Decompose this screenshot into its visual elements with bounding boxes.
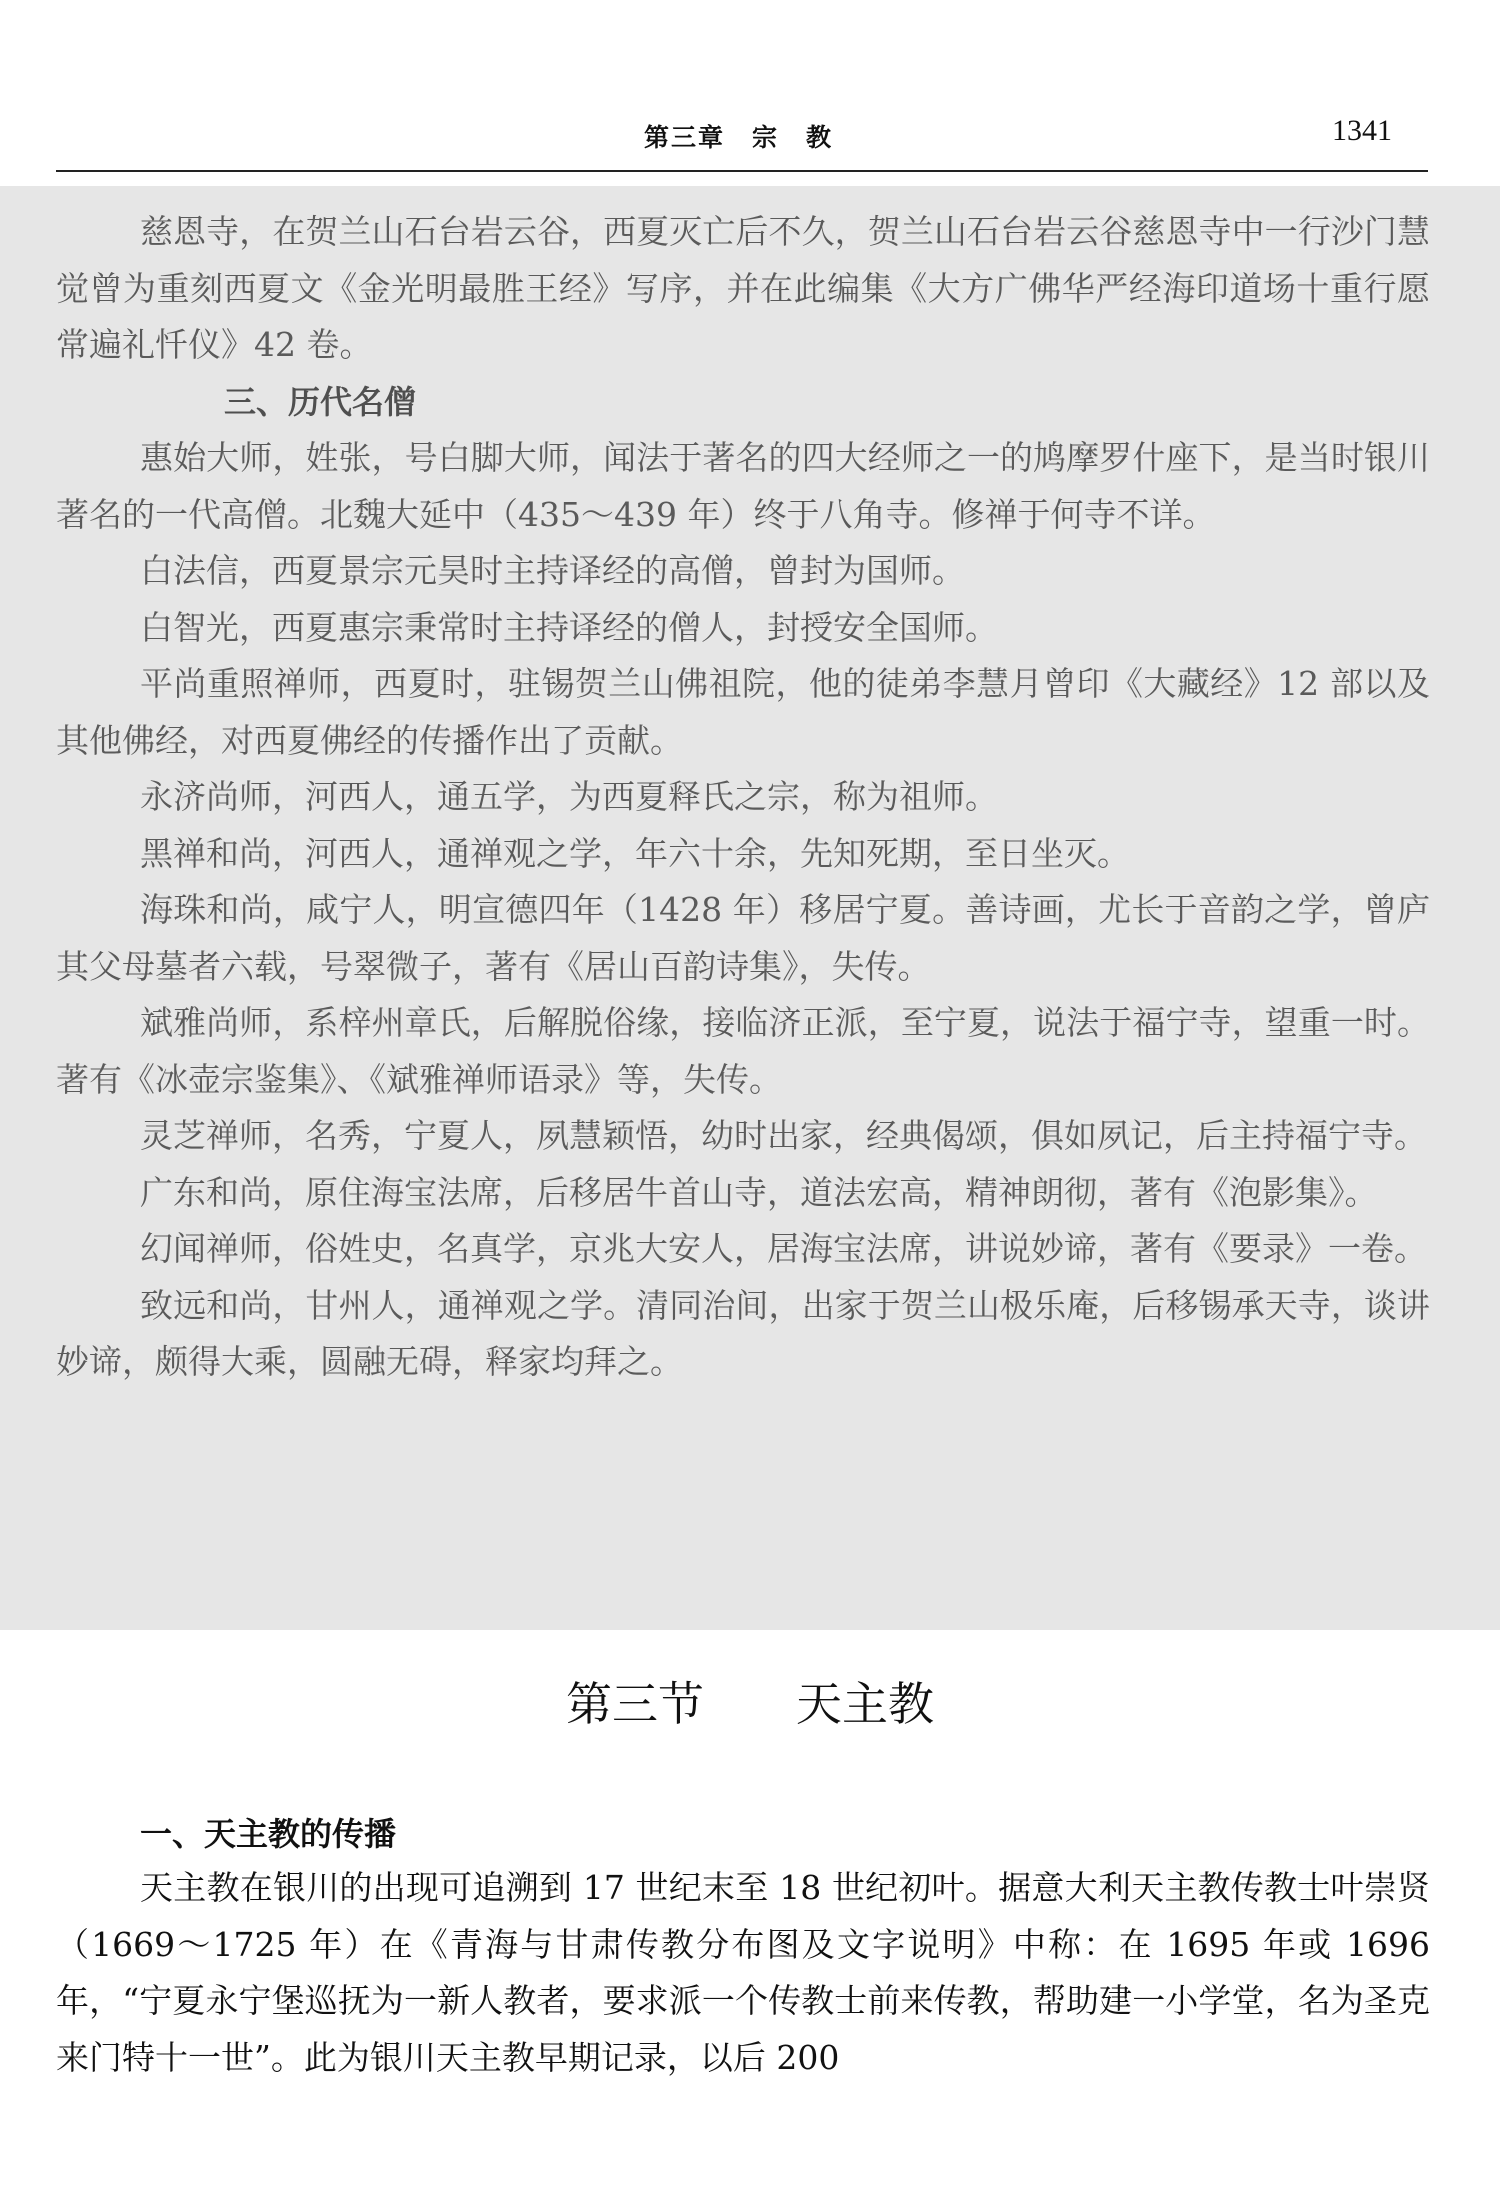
paragraph-monk: 幻闻禅师，俗姓史，名真学，京兆大安人，居海宝法席，讲说妙谛，著有《要录》一卷。: [140, 1229, 1427, 1268]
section-title: 第三节 天主教: [566, 1677, 934, 1731]
paragraph-monk: 平尚重照禅师，西夏时，驻锡贺兰山佛祖院，他的徒弟李慧月曾印《大藏经》12 部以及其他佛经，对西夏佛经的传播作出了贡献。: [56, 664, 1430, 760]
paragraph-monk: 黑禅和尚，河西人，通禅观之学，年六十余，先知死期，至日坐灭。: [140, 833, 1130, 873]
page-number: 1341: [1332, 114, 1392, 147]
paragraph-cien-temple: 慈恩寺，在贺兰山石台岩云谷，西夏灭亡后不久，贺兰山石台岩云谷慈恩寺中一行沙门慧觉曾为重刻西夏文《金光明最胜王经》写序，并在此编集《大方广佛华严经海印道场十重行愿常遍礼忏仪》42 卷。: [56, 212, 1430, 364]
paragraph-catholic-history: 天主教在银川的出现可追溯到 17 世纪末至 18 世纪初叶。据意大利天主教传教士叶崇贤（1669～1725 年）在《青海与甘肃传教分布图及文字说明》中称：在 1695 年或 1696 年，“宁夏永宁堡巡抚为一新人教者，要求派一个传教士前来传教，帮助建一小学堂，名为圣克来门特十一世”。此为银川天主教早期记录，以后 200: [56, 1868, 1430, 2077]
paragraph-monk: 白智光，西夏惠宗秉常时主持译经的僧人，封授安全国师。: [140, 607, 998, 647]
paragraph-monk: 永济尚师，河西人，通五学，为西夏释氏之宗，称为祖师。: [140, 777, 998, 816]
paragraph-monk: 致远和尚，甘州人，通禅观之学。清同治间，出家于贺兰山极乐庵，后移锡承天寺，谈讲妙谛，颇得大乘，圆融无碍，释家均拜之。: [56, 1285, 1430, 1381]
paragraph-monk: 惠始大师，姓张，号白脚大师，闻法于著名的四大经师之一的鸠摩罗什座下，是当时银川著名的一代高僧。北魏大延中（435～439 年）终于八角寺。修禅于何寺不详。: [56, 438, 1430, 534]
header-rule: [56, 170, 1428, 172]
body-text: [56, 1860, 1430, 2086]
subsection-heading-famous-monks: 三、历代名僧: [224, 382, 417, 421]
paragraph-monk: 广东和尚，原住海宝法席，后移居牛首山寺，道法宏高，精神朗彻，著有《泡影集》。: [140, 1172, 1378, 1212]
shaded-excerpt-text: [56, 204, 1430, 1391]
section-body: [56, 1808, 1430, 2086]
running-header-title: 第三章 宗 教: [644, 123, 834, 152]
shaded-excerpt-block: [0, 186, 1500, 1630]
paragraph-monk: 斌雅尚师，系梓州章氏，后解脱俗缘，接临济正派，至宁夏，说法于福宁寺，望重一时。著有《冰壶宗鉴集》、《斌雅禅师语录》等，失传。: [56, 1003, 1430, 1099]
paragraph-monk: 白法信，西夏景宗元昊时主持译经的高僧，曾封为国师。: [140, 551, 965, 590]
page-header: [56, 110, 1428, 170]
paragraph-monk: 海珠和尚，咸宁人，明宣德四年（1428 年）移居宁夏。善诗画，尤长于音韵之学，曾庐其父母墓者六载，号翠微子，著有《居山百韵诗集》，失传。: [56, 890, 1430, 986]
subsection-heading-catholic-spread: 一、天主教的传播: [140, 1815, 397, 1853]
paragraph-monk: 灵芝禅师，名秀，宁夏人，夙慧颖悟，幼时出家，经典偈颂，俱如夙记，后主持福宁寺。: [140, 1116, 1427, 1155]
